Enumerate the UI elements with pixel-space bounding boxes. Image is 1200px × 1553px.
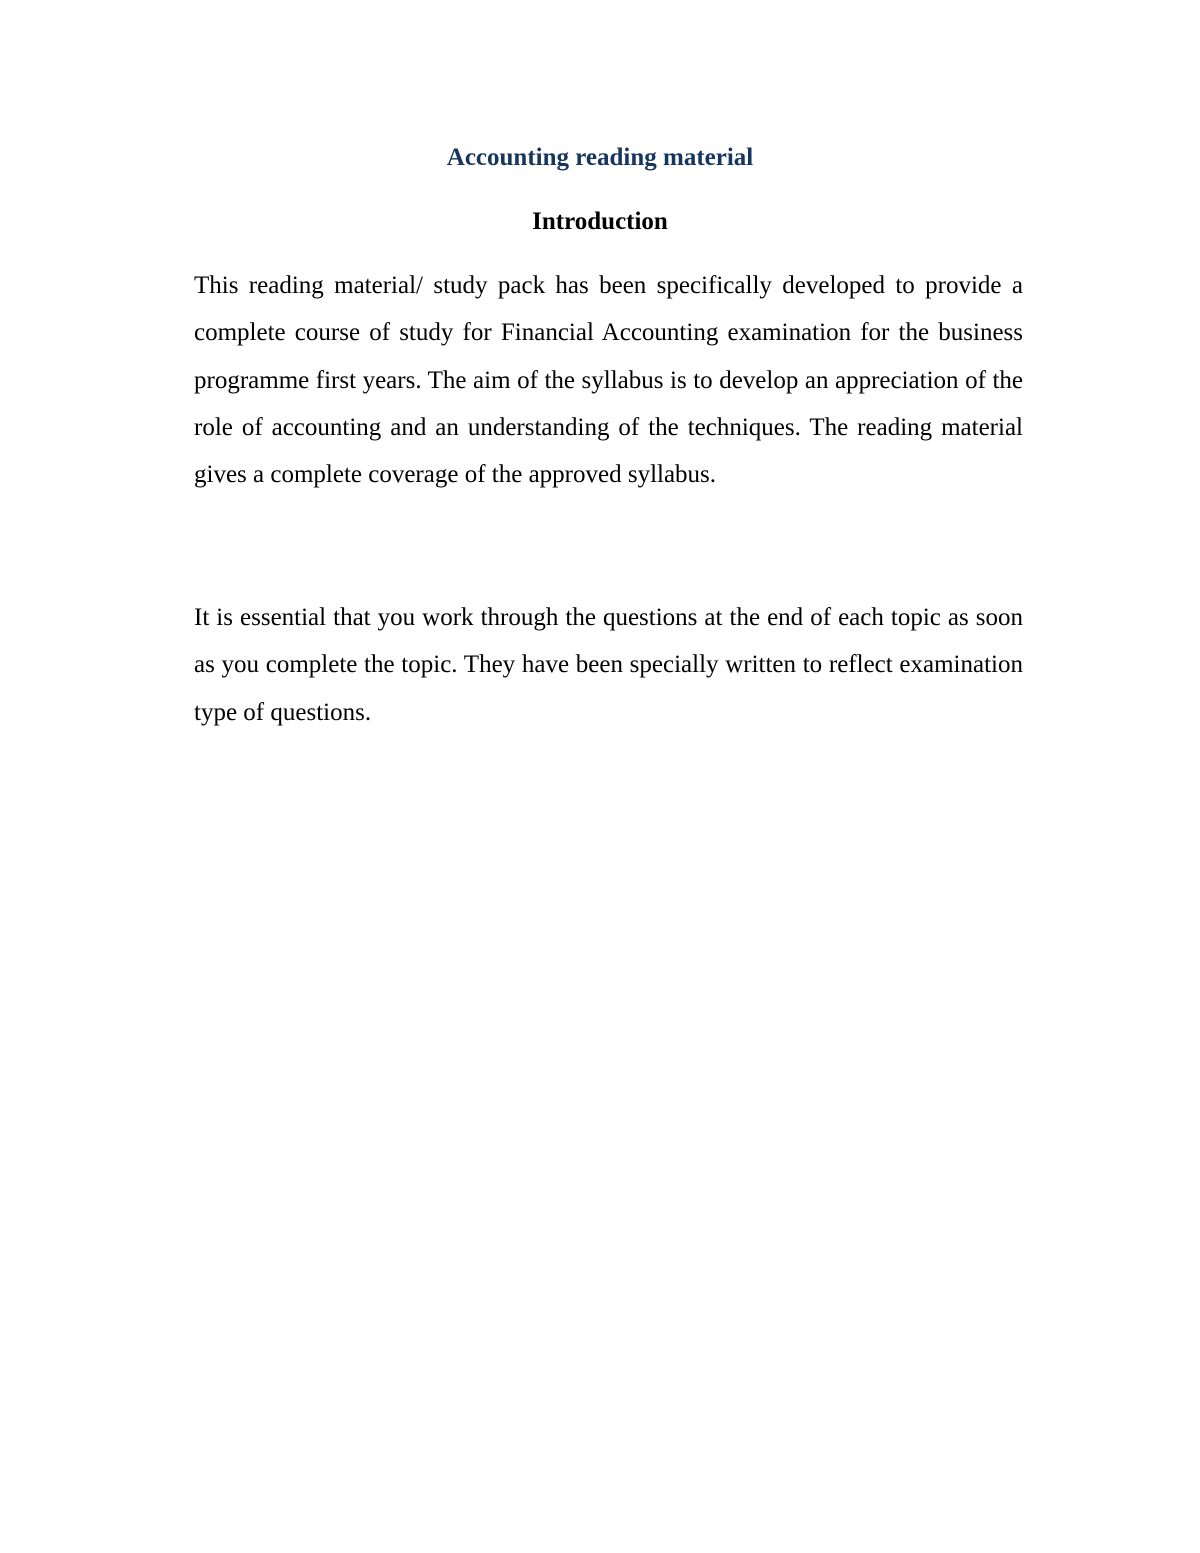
document-title: Accounting reading material bbox=[446, 144, 754, 171]
section-heading: Introduction bbox=[532, 208, 668, 235]
paragraph-introduction: This reading material/ study pack has been specifically developed to provide a complete course of study for Financial Accounting examination for the business programme first years. The aim of the syllabus is to develop an appreciation of the role of accounting and an understanding of the techniques. The reading material gives a complete coverage of the approved syllabus. bbox=[194, 272, 1023, 489]
paragraph-questions: It is essential that you work through the questions at the end of each topic as soon as you complete the topic. They have been specially written to reflect examination type of questions. bbox=[194, 604, 1023, 726]
